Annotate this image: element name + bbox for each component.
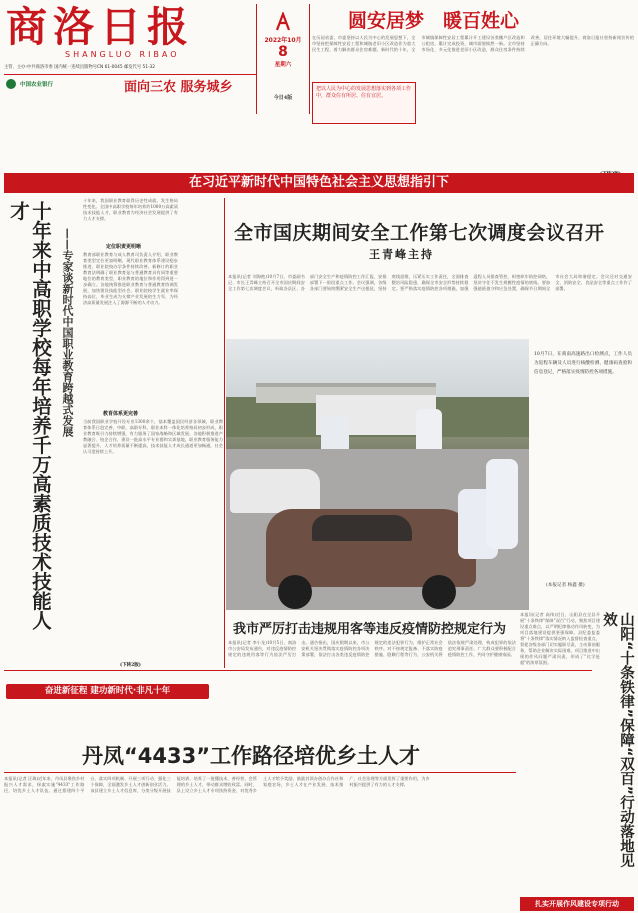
banner: 在习近平新时代中国特色社会主义思想指引下	[4, 173, 634, 193]
left-story-more: (下转2版)	[120, 663, 141, 668]
news-photo	[226, 339, 529, 610]
bank-name: 中国农业银行	[20, 82, 54, 88]
story2-right-text	[520, 612, 521, 613]
topright-title: 圆安居梦 暖百姓心	[348, 10, 520, 32]
main-story-host: 王青峰主持	[369, 248, 434, 261]
left-story-title: 十年来中高职学校每年培养千万高素质技术技能人才	[7, 201, 52, 630]
photo-caption: 10月7日，在商南高速路出口检测点，工作人员为返程车辆及人员进行核酸检测、健康码查验和信息登记，严格落实疫情防控各项措施。	[534, 352, 632, 375]
info-line: 主管、主办:中共商洛市委 国内统一连续出版物号CN 61-0045 邮发代号 51-32	[4, 65, 155, 70]
feature-tag: 奋进新征程 建功新时代·非凡十年	[6, 684, 209, 699]
bottom-bar: 扎实开展作风建设专项行动	[520, 897, 634, 911]
story3-text: 本报讯(记者 汪珠)近年来，丹凤县聚焦乡村振兴人才需求，探索实施"4433"工作路径，培优乡土人才队伍。通过搭建四个平台、落实四项机制、开展三项行动、强化三个保障，全面激发乡土人才创新创业活力。该县建立乡土人才信息库，分类分级开展技能培训，培养了一批懂技术、善经营、会管理的乡土人才，带动群众增收致富。同时，县上设立乡土人才专项扶持资金，对优秀乡土人才给予奖励，鼓励其领办创办合作社和家庭农场，乡土人才在产业发展、技术推广、社会治理等方面发挥了重要作用，为乡村振兴提供了有力的人才支撑。	[4, 776, 430, 793]
date-year-month: 2022年10月	[264, 37, 302, 44]
left-subhead-1: 定位职责更明晰	[106, 244, 142, 250]
bank-slogan: 面向三农 服务城乡	[124, 80, 233, 95]
left-story-text-2: 教育部职业教育与成人教育司负责人介绍，职业教育类型定位更加明晰，现代职业教育体系建设稳步推进，职业院校办学条件持续改善。新修订的职业教育法明确了职业教育是与普通教育具有同等重要地位的教育类型，职业教育的地位和作用得到进一步确立。各地统筹推进职业教育与普通教育协调发展，加快建设技能型社会，职业院校学生就业率保持高位，毕业生成为支撑产业发展的生力军，为经济高质量发展注入了源源不断的人才动力。	[83, 252, 178, 305]
left-story-subtitle: ——专家谈新时代中国职业教育跨越式发展	[61, 228, 74, 437]
side-story-title: 山阳“十条铁律”保障“双百”行动落地见效	[601, 612, 634, 868]
page-count: 今日4版	[273, 95, 293, 101]
topright-quote-box: 把以人民为中心的发展思想落实到各项工作中，群众住有所居、住有宜居。	[312, 82, 416, 124]
bank-logo-icon	[6, 79, 16, 89]
left-story-text-3: 当前我国职业学校开设专业1300余个，基本覆盖国民经济各领域，职业教育体系日趋完善，中职、高职专科、职业本科一体化培养格局初步形成，职业教育吸引力持续增强，有力服务了国家战略和区域发展。各地积极推进产教融合、校企合作，建设一批高水平专业群和实训基地，职业教育服务能力显著提升，人才培养质量不断提高，技术技能人才成长通道更加畅通，社会认可度持续上升。	[83, 419, 223, 454]
bank-ad	[4, 74, 256, 95]
story2-title: 我市严厉打击违规用客等违反疫情防控规定行为	[233, 622, 507, 637]
divider	[224, 198, 225, 668]
newspaper-pinyin: SHANGLUO RIBAO	[65, 50, 180, 59]
main-story-text: 本报讯(记者 刘海艳)10月7日，市委副书记、市长王青峰主持召开全市国庆期间安全工作第七次调度会议，听取各县区、各部门安全生产和疫情防控工作汇报，安排部署下一阶段重点工作。会议强调，各级各部门要始终绷紧安全生产这根弦，坚持底线思维，压紧压实工作责任，全面排查整治风险隐患，确保全市安全形势持续稳定。要严格落实疫情防控各项措施，加强返程人员排查管控，织密织牢防控网络，坚决守住不发生规模性疫情的底线。要加强值班值守和应急处置，确保节日期间全市社会大局和谐稳定。会议还对交通安全、消防安全、食品安全等重点工作作了部署。	[228, 274, 632, 291]
left-story-text-1: 十年来，我国职业教育取得历史性成就、发生格局性变化。全国中高职学校每年培养约1000万高素质技术技能人才，职业教育为经济社会发展提供了有力人才支撑。	[83, 198, 178, 221]
story2-text: 本报讯(记者 李小龙)10月5日，商洛市公安局发布通告，对违反疫情防控规定的违规用客等行为依法严厉打击。通告指出，国庆假期以来，市公安机关坚决贯彻落实疫情防控各项决策部署，依法打击各类违反疫情防控规定的违法犯罪行为，维护正常社会秩序。对不按规定报备、不落实防疫措施、隐瞒行程等行为，公安机关将依法依规严肃处理，构成犯罪的依法追究刑事责任。广大群众要积极配合疫情防控工作，共同守护健康家园。	[228, 640, 516, 657]
newspaper-title: 商洛日报	[6, 3, 194, 51]
date-block	[256, 4, 310, 114]
right-column-text: 本报讯(记者 高伟)近日，山阳县在全县开展"十条铁律"保障"双百"行动，聚焦项目建设重点难点，以严明纪律推动作风转变，为项目落地建设提供坚强保障。县纪委监委将"十条铁律"落实情况纳入监督检查重点，督促各级各部门切实履职尽责，主动靠前服务，帮助企业解决实际困难，项目推进中出现的作风问题严肃问责，形成了"比学赶超"的浓厚氛围。	[520, 612, 600, 665]
divider	[4, 772, 516, 773]
left-subhead-2: 教育体系更完善	[103, 411, 139, 417]
date-weekday: 星期六	[274, 62, 292, 68]
photo-credit: (本报记者 杨鑫 摄)	[546, 583, 585, 588]
logo-icon	[274, 12, 292, 32]
story3-title: 丹凤“4433”工作路径培优乡土人才	[82, 744, 421, 768]
main-story-title: 全市国庆期间安全工作第七次调度会议召开	[234, 222, 605, 244]
date-day: 8	[278, 44, 288, 60]
topright-text: 在历届省委、市委坚持以人民为中心的发展思想下，全市坚持把保障性安居工程和城镇老旧小区改造作为重大民生工程，着力解决群众住房难题。新时代的十年，全市城镇保障性安居工程累计开工建设各类棚户区改造和公租房，累计完成投资，城市面貌焕然一新。全市坚持市场化、多元化推进老旧小区改造，群众住房条件持续改善，居住环境大幅提升。商洛日报社坚持新闻宣传的正确方向。	[312, 35, 634, 52]
